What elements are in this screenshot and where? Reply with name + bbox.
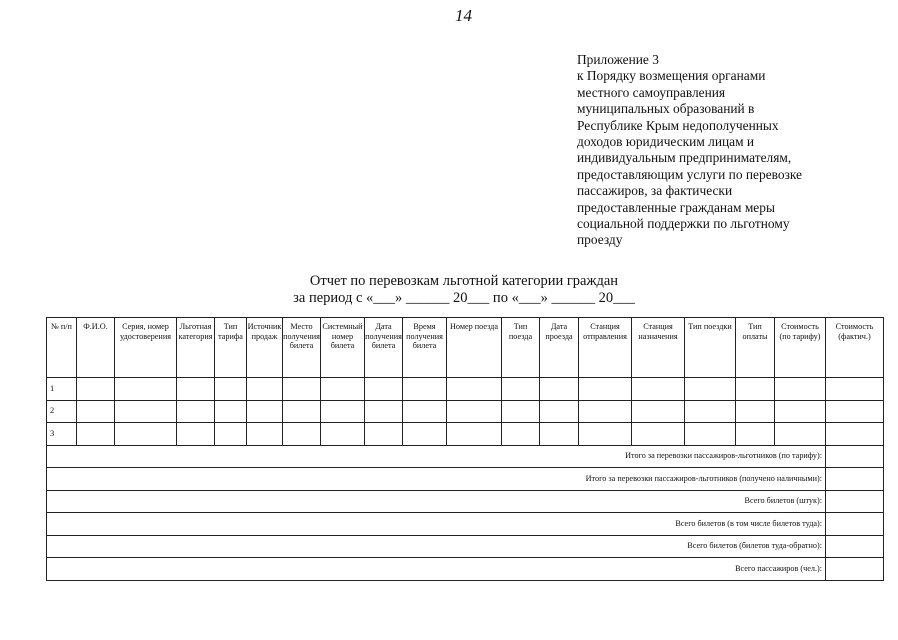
total-value-cell bbox=[826, 445, 884, 468]
row-number: 1 bbox=[47, 378, 77, 401]
table-cell bbox=[115, 400, 177, 423]
total-label: Всего пассажиров (чел.): bbox=[47, 558, 826, 581]
appendix-line: индивидуальным предпринимателям, bbox=[577, 150, 792, 166]
table-cell bbox=[115, 378, 177, 401]
total-row bbox=[47, 490, 884, 513]
table-cell bbox=[115, 423, 177, 446]
appendix-line: социальной поддержки по льготному bbox=[577, 216, 790, 232]
table-cell bbox=[775, 400, 826, 423]
total-label: Итого за перевозки пассажиров-льготников (по тарифу): bbox=[47, 445, 826, 468]
table-cell bbox=[247, 423, 283, 446]
col-header-train-number: Номер поезда bbox=[447, 318, 502, 378]
report-period: за период с «___» ______ 20___ по «___» ______ 20___ bbox=[293, 290, 635, 306]
appendix-line: предоставляющим услуги по перевозке bbox=[577, 166, 802, 182]
table-cell bbox=[177, 400, 215, 423]
table-cell bbox=[365, 423, 403, 446]
col-header-certificate: Серия, номер удостоверения bbox=[115, 318, 177, 378]
table-row bbox=[47, 423, 884, 446]
table-cell bbox=[247, 400, 283, 423]
page-number: 14 bbox=[455, 6, 472, 25]
appendix-line: Приложение 3 bbox=[577, 52, 659, 67]
table-cell bbox=[736, 423, 775, 446]
table-cell bbox=[283, 400, 321, 423]
col-header-category: Льготная категория bbox=[177, 318, 215, 378]
appendix-line: доходов юридическим лицам и bbox=[577, 134, 755, 150]
appendix-line: местного самоуправления bbox=[577, 84, 726, 100]
total-row bbox=[47, 513, 884, 536]
table-row bbox=[47, 400, 884, 423]
table-cell bbox=[502, 378, 540, 401]
table-cell bbox=[403, 400, 447, 423]
appendix-line: предоставленные гражданам меры bbox=[577, 199, 775, 215]
appendix-line: к Порядку возмещения органами bbox=[577, 68, 766, 84]
table-cell bbox=[632, 400, 685, 423]
col-header-system-number: Системный номер билета bbox=[321, 318, 365, 378]
table-cell bbox=[775, 378, 826, 401]
table-cell bbox=[826, 378, 884, 401]
col-header-fio: Ф.И.О. bbox=[77, 318, 115, 378]
table-cell bbox=[403, 378, 447, 401]
table-cell bbox=[215, 378, 247, 401]
col-header-travel-date: Дата проезда bbox=[540, 318, 579, 378]
appendix-line: проезду bbox=[577, 232, 623, 248]
col-header-ticket-time: Время получения билета bbox=[403, 318, 447, 378]
table-cell bbox=[447, 423, 502, 446]
col-header-cost-tariff: Стоимость (по тарифу) bbox=[775, 318, 826, 378]
total-row bbox=[47, 445, 884, 468]
table-cell bbox=[283, 378, 321, 401]
table-cell bbox=[736, 400, 775, 423]
col-header-trip-type: Тип поездки bbox=[685, 318, 736, 378]
col-header-ticket-date: Дата получения билета bbox=[365, 318, 403, 378]
table-cell bbox=[321, 400, 365, 423]
report-table bbox=[46, 317, 884, 581]
col-header-number: № п/п bbox=[47, 318, 77, 378]
table-cell bbox=[365, 378, 403, 401]
table-cell bbox=[826, 400, 884, 423]
table-cell bbox=[177, 423, 215, 446]
col-header-departure-station: Станция отправления bbox=[579, 318, 632, 378]
row-number: 2 bbox=[47, 400, 77, 423]
appendix-line: Республике Крым недополученных bbox=[577, 117, 779, 133]
table-cell bbox=[215, 400, 247, 423]
total-row bbox=[47, 535, 884, 558]
appendix-line: пассажиров, за фактически bbox=[577, 183, 733, 199]
header-row bbox=[47, 318, 884, 378]
total-value-cell bbox=[826, 558, 884, 581]
col-header-payment-type: Тип оплаты bbox=[736, 318, 775, 378]
table-cell bbox=[826, 423, 884, 446]
table-cell bbox=[447, 400, 502, 423]
table-cell bbox=[685, 400, 736, 423]
table-row bbox=[47, 378, 884, 401]
table-cell bbox=[215, 423, 247, 446]
total-row bbox=[47, 468, 884, 491]
table-cell bbox=[321, 423, 365, 446]
total-label: Всего билетов (в том числе билетов туда): bbox=[47, 513, 826, 536]
table-cell bbox=[736, 378, 775, 401]
table-cell bbox=[540, 423, 579, 446]
col-header-sales-source: Источник продаж bbox=[247, 318, 283, 378]
table-cell bbox=[685, 423, 736, 446]
table-cell bbox=[77, 378, 115, 401]
appendix-line: муниципальных образований в bbox=[577, 101, 755, 117]
total-label: Всего билетов (штук): bbox=[47, 490, 826, 513]
total-value-cell bbox=[826, 468, 884, 491]
table-cell bbox=[177, 378, 215, 401]
table-cell bbox=[502, 400, 540, 423]
total-value-cell bbox=[826, 490, 884, 513]
total-value-cell bbox=[826, 513, 884, 536]
total-label: Всего билетов (билетов туда-обратно): bbox=[47, 535, 826, 558]
col-header-arrival-station: Станция назначения bbox=[632, 318, 685, 378]
table-cell bbox=[579, 378, 632, 401]
table-cell bbox=[283, 423, 321, 446]
table-cell bbox=[247, 378, 283, 401]
table-cell bbox=[365, 400, 403, 423]
col-header-ticket-place: Место получения билета bbox=[283, 318, 321, 378]
total-row bbox=[47, 558, 884, 581]
table-cell bbox=[632, 378, 685, 401]
col-header-tariff-type: Тип тарифа bbox=[215, 318, 247, 378]
row-number: 3 bbox=[47, 423, 77, 446]
table-cell bbox=[77, 400, 115, 423]
table-cell bbox=[540, 378, 579, 401]
table-cell bbox=[775, 423, 826, 446]
col-header-train-type: Тип поезда bbox=[502, 318, 540, 378]
table-cell bbox=[502, 423, 540, 446]
table-cell bbox=[403, 423, 447, 446]
table-cell bbox=[540, 400, 579, 423]
report-title: Отчет по перевозкам льготной категории граждан bbox=[309, 273, 619, 289]
col-header-cost-actual: Стоимость (фактич.) bbox=[826, 318, 884, 378]
table-cell bbox=[685, 378, 736, 401]
table-cell bbox=[579, 423, 632, 446]
table-cell bbox=[632, 423, 685, 446]
table-cell bbox=[447, 378, 502, 401]
appendix-block bbox=[577, 52, 877, 249]
table-cell bbox=[77, 423, 115, 446]
total-label: Итого за перевозки пассажиров-льготников (получено наличными): bbox=[47, 468, 826, 491]
table-cell bbox=[579, 400, 632, 423]
table-cell bbox=[321, 378, 365, 401]
total-value-cell bbox=[826, 535, 884, 558]
